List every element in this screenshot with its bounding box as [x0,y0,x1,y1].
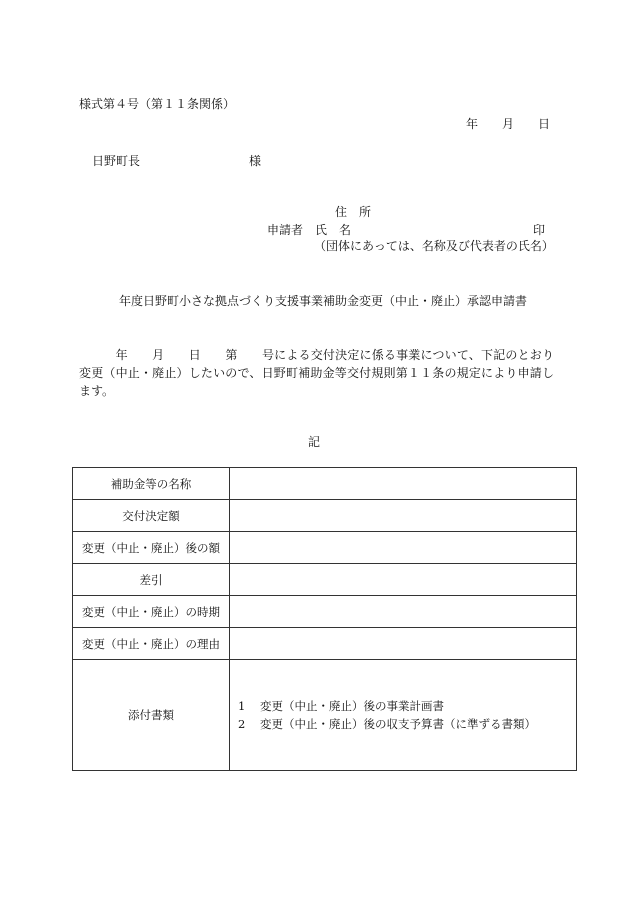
applicant-name-label: 申請者 氏 名 [267,223,352,237]
row-value-field[interactable] [230,532,577,564]
record-table [72,467,577,771]
attachments-cell [230,660,577,771]
attachments-list [230,697,576,733]
attachments-label: 添付書類 [73,660,230,771]
row-label: 差引 [73,564,230,596]
addressee-honorific: 様 [249,154,262,168]
row-label: 交付決定額 [73,500,230,532]
seal-mark: 印 [533,223,546,237]
row-label: 変更（中止・廃止）の時期 [73,596,230,628]
document-title: 年度日野町小さな拠点づくり支援事業補助金変更（中止・廃止）承認申請書 [119,294,528,308]
item-text: 変更（中止・廃止）後の事業計画書 [260,699,444,713]
date-line [466,117,550,131]
row-value-field[interactable] [230,596,577,628]
row-value-field[interactable] [230,500,577,532]
item-number: 2 [238,717,246,731]
address-label: 住 所 [335,205,372,219]
date-day: 日 [538,117,551,131]
row-value-field[interactable] [230,564,577,596]
list-item [238,697,576,715]
form-number: 様式第４号（第１１条関係） [79,97,236,111]
ki-heading: 記 [308,435,321,449]
row-label: 補助金等の名称 [73,468,230,500]
row-value-field[interactable] [230,628,577,660]
addressee-name: 日野町長 [92,154,141,168]
applicant-note: （団体にあっては、名称及び代表者の氏名） [314,239,554,253]
body-paragraph: 年 月 日 第 号による交付決定に係る事業について、下記のとおり変更（中止・廃止）したいので、日野町補助金等交付規則第１１条の規定により申請します。 [79,348,554,398]
row-label: 変更（中止・廃止）の理由 [73,628,230,660]
item-number: 1 [238,699,246,713]
table-row [73,532,577,564]
table-row [73,468,577,500]
row-value-field[interactable] [230,468,577,500]
table-row [73,564,577,596]
table-row [73,596,577,628]
table-row [73,628,577,660]
table-row [73,500,577,532]
date-year: 年 [466,117,479,131]
list-item [238,715,576,733]
item-text: 変更（中止・廃止）後の収支予算書（に準ずる書類） [260,717,536,731]
date-month: 月 [502,117,515,131]
attachments-row [73,660,577,771]
row-label: 変更（中止・廃止）後の額 [73,532,230,564]
